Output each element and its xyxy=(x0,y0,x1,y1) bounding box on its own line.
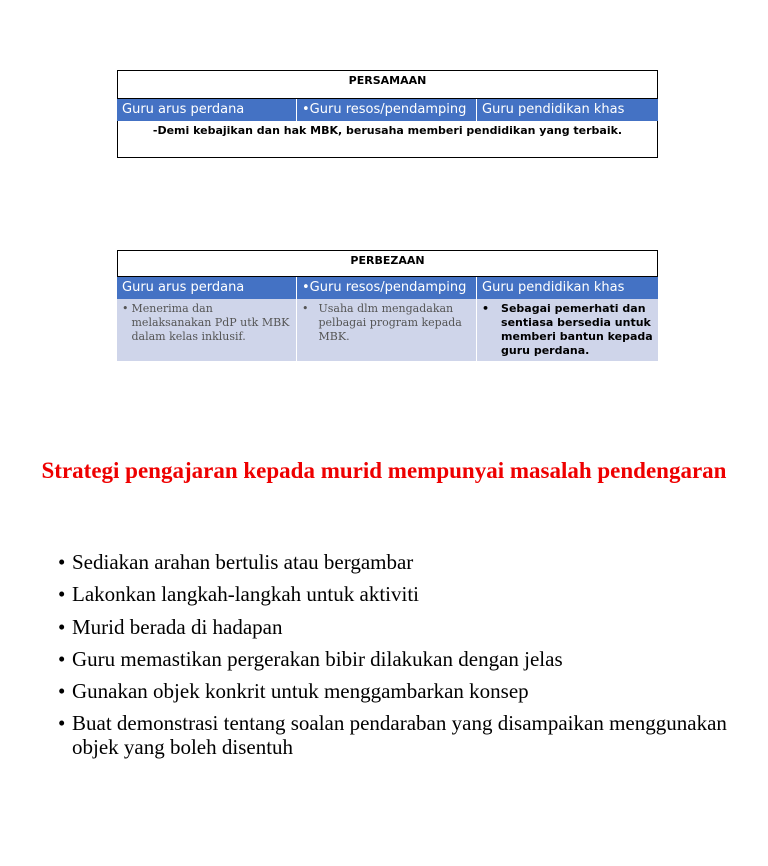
list-item-text: Murid berada di hadapan xyxy=(72,614,283,639)
bullet: • xyxy=(58,679,66,704)
bullet: • xyxy=(58,582,66,607)
bullet: • xyxy=(58,646,66,671)
list-item-text: Lakonkan langkah-langkah untuk aktiviti xyxy=(72,582,419,607)
difference-text: Sebagai pemerhati dan sentiasa bersedia untuk memberi bantun kepada guru perdana. xyxy=(501,302,653,357)
list-item-text: Guru memastikan pergerakan bibir dilakukan dengan jelas xyxy=(72,646,563,671)
difference-text: Menerima dan melaksanakan PdP utk MBK dalam kelas inklusif. xyxy=(131,302,290,343)
bullet: • xyxy=(58,614,66,639)
list-item-text: Sediakan arahan bertulis atau bergambar xyxy=(72,550,414,574)
header-special-ed-teacher: Guru pendidikan khas xyxy=(477,99,658,121)
header-special-ed-teacher: Guru pendidikan khas xyxy=(477,277,658,299)
bullet: • xyxy=(302,302,309,315)
list-item xyxy=(58,711,738,759)
header-mainstream-teacher: Guru arus perdana xyxy=(117,99,297,121)
similarity-body: -Demi kebajikan dan hak MBK, berusaha memberi pendidikan yang terbaik. xyxy=(117,121,658,158)
bullet: • xyxy=(58,711,66,736)
bullet: • xyxy=(482,302,490,315)
list-item xyxy=(58,679,738,703)
difference-cell-mainstream xyxy=(117,299,297,361)
header-resource-teacher: •Guru resos/pendamping xyxy=(297,277,477,299)
bullet: • xyxy=(58,550,66,574)
list-item-text: Gunakan objek konkrit untuk menggambarkan konsep xyxy=(72,679,529,704)
similarity-title: PERSAMAAN xyxy=(117,70,658,99)
difference-text: Usaha dlm mengadakan pelbagai program kepada MBK. xyxy=(318,302,462,343)
list-item xyxy=(58,582,738,606)
list-item xyxy=(58,550,738,574)
difference-title: PERBEZAAN xyxy=(117,250,658,277)
difference-body-row xyxy=(117,299,658,361)
header-mainstream-teacher: Guru arus perdana xyxy=(117,277,297,299)
similarity-header-row xyxy=(117,99,658,121)
strategy-heading: Strategi pengajaran kepada murid mempunyai masalah pendengaran xyxy=(41,458,727,483)
difference-cell-resource xyxy=(297,299,477,361)
difference-cell-special-ed xyxy=(477,299,658,361)
list-item-text: Buat demonstrasi tentang soalan pendaraban yang disampaikan menggunakan objek yang boleh disentuh xyxy=(72,711,727,760)
header-resource-teacher: •Guru resos/pendamping xyxy=(297,99,477,121)
list-item xyxy=(58,615,738,639)
strategy-list xyxy=(58,550,738,768)
similarity-table xyxy=(117,70,658,158)
list-item xyxy=(58,647,738,671)
difference-header-row xyxy=(117,277,658,299)
bullet: • xyxy=(122,302,129,315)
difference-table xyxy=(117,250,658,361)
